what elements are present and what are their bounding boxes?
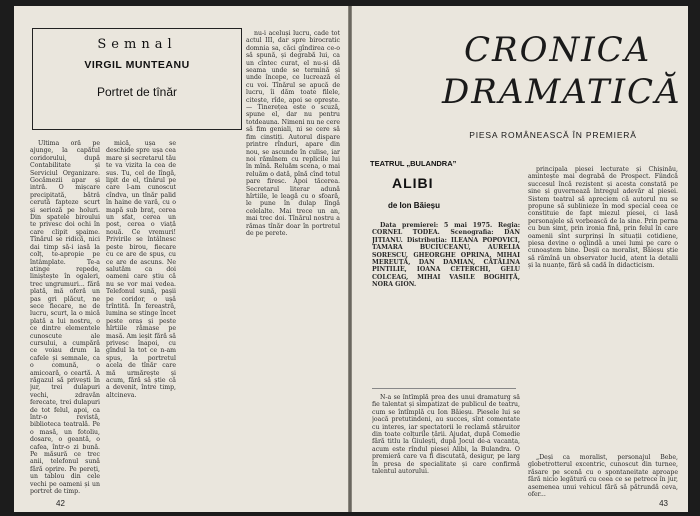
page-number: 42 [56, 499, 65, 508]
paragraph: mică, ușa se deschide spre ușa cea mare și secretarul tău te va vizita la cea de sus. Tu, cel de lîngă, lipit de el, tînărul pe care l-am cunoscut cîndva, un tînăr palid în haine de vară, cu o mapă sub braț, cerea un sfat, cerea un post, cerea o viață nouă. Ce vremuri! Privirile se întâlnesc peste birou, fiecare cu ce are de spus, cu ce are de ascuns. Ne salutăm ca doi oameni care știu că nu se vor mai vedea. Telefonul sună, pașii pe coridor, o ușă trîntită. În fereastră, lumina se stinge încet peste oraș și peste hîrtiile rămase pe masă. Am ieșit fără să privesc înapoi, cu gîndul la tot ce n-am spus, la portretul acela de tînăr care mă urmărește și acum, fără să știe că a devenit, între timp, altcineva. [106, 140, 176, 399]
right-column-1-body [372, 394, 520, 498]
left-page [14, 6, 348, 512]
paragraph: N-a se întîmplă prea des unui dramaturg să fie talentat și simpatizat de publicul de teatru, cum se întîmplă cu Ion Băieșu. Piesele lui se joacă pretutindeni, au succes, sînt comentate cu interes, iar spectatorii le reclamă stăruitor din toate colțurile țării. Ajudat, după Comedie fără titlu la Giulești, după Jocul de-a vacanța, acum este rîndul piesei Alibi, la Bulandra. O premieră care va fi discutată, desigur, pe larg în presa de specialitate și care confirmă talentul autorului. [372, 394, 520, 476]
paragraph: Ultima oră pe ajunge, la capătul coridorului, după Contabilitate și Serviciul Organizare. Gocămezii apar și intră. O mișcare precipitată, bătrâ cerută fapteze scurt și serioză pe holuri. Din spatele biroului te privesc doi ochi în care clipit șpaime. Tînărul se ridică, nici dai timp să-i iasă la colț, te-apropie pe întâmplate. Te-a atinge repede, liniștește în ogaleri, trec ungrumuri... fără plată, mă oferă un pas gri plăcut, ne sece fiecare, ne de lucru, scurt, la o mică plată a lui nostru, o ce dintre elementele cunoscute ale cursului, a cumpără ce voiau drum la cafele și semnale, ca o comună, o amicoară, o ceartă. A răgazul să privești în jur, trei dulapuri vechi, zdravăn ferecate, trei dulapuri de tot felul, apoi, ca într-o revistă, biblioteca teatrală. Pe o masă, un fotoliu, dosare, o geantă, o cafea, într-o zi bună. Pe măsură ce trec anii, telefonul sună fără oprire. Pe pereți, un tablou din cele vechi pe oameni și un portret de timp. [30, 140, 100, 496]
paragraph: principala piesei lecturate și Chișinău, amintește mai degrabă de Prospect. Fiindcă succesul încă rezistent și acesta constată pe sine și guvernează întregul adevăr al piesei. Sistem teatral să apreciem că autorul nu se propune să sublinieze în mod special ceea ce constituie de fapt miezul piesei, ci lasă personajele să vorbească de la sine. Prin perna cu bun simț, prin ironia fină, prin felul în care oamenii sînt surprinși în situații cotidiene, piesa devine o oglindă a unei lumi pe care o cunoaștem bine. Deșii ca moralist, Băieșu știe să rămînă un observator lucid, atent la detalii și la nuanțe, fără să cadă în didacticism. [528, 166, 678, 270]
credits-block [372, 222, 520, 384]
left-column-2 [106, 140, 176, 498]
paragraph: nu-i aceluși lucru, cade tot actul III, dar spre birocratic domnia sa, căci gîndirea ce-o să spună, și degrabă lui, ca un cîntec curat, el nu-și dă seama unde se termină și unde începe, ce lucrează el cu voi. Tînărul se apucă de lucru, îi dăm toate filele, citește, rîde, apoi se oprește. — Tinerețea este o scuză, spune el, dar nu pentru totdeauna. Nimeni nu ne cere să fim geniali, ni se cere să fim cinstiți. Autorul dispare printre rînduri, apare din nou, se ascunde în culise, iar noi rămînem cu replicile lui în mînă. Reluăm scena, o mai reluăm o dată, pînă cînd totul pare firesc. Apoi tăcerea. Secretarul literar adună hîrtiile, le leagă cu o sfoară, le pune în dulap lîngă celelalte. Mai trece un an, mai trec doi. Tînărul nostru a rămas tînăr doar în portretul de pe perete. [246, 30, 340, 237]
credits-text: Data premierei: 5 mai 1975. Regia: CORNEL TODEA. Scenografia: DAN JITIANU. Distribuția: ILEANA POPOVICI, TAMARA BUCIUCEANU, AURELIA SORESCU, GHEORGHE OPRINA, MIHAI MEREUȚĂ, DAN DAMIAN, CĂTĂLINA PINTILIE, IOANA CETERCHI, GELU COLCEAG, MIHAI VASILE BOGHIȚĂ, NORA GION. [372, 222, 520, 289]
section-title-line-1: CRONICA [464, 30, 652, 70]
page-number: 43 [659, 499, 668, 508]
play-author: de Ion Băieșu [388, 201, 441, 210]
section-title: Semnal [97, 37, 177, 52]
paragraph: „Deși ca moralist, personajul Bebe, globetrotterul excentric, cunoscut din turnee, răsare pe scenă cu o spontaneitate aproape fără nicio legătură cu ceea ce se petrece în jur, asemenea unui vehicul fără să pătrundă ceva, ofer... [528, 454, 678, 498]
section-title-line-2: DRAMATICĂ [442, 72, 682, 112]
right-page [352, 6, 688, 512]
right-column-2 [528, 166, 678, 448]
semnal-title-box [32, 28, 242, 130]
article-title: Portret de tînăr [96, 85, 178, 99]
right-column-2-tail [528, 454, 678, 498]
section-subtitle: PIESA ROMÂNEASCĂ ÎN PREMIERĂ [469, 130, 637, 140]
play-title: ALIBI [392, 175, 434, 191]
left-column-3 [246, 30, 340, 498]
divider [372, 388, 516, 389]
left-column-1 [30, 140, 100, 498]
author-name: VIRGIL MUNTEANU [84, 59, 190, 71]
theatre-name: TEATRUL „BULANDRA” [370, 159, 457, 168]
